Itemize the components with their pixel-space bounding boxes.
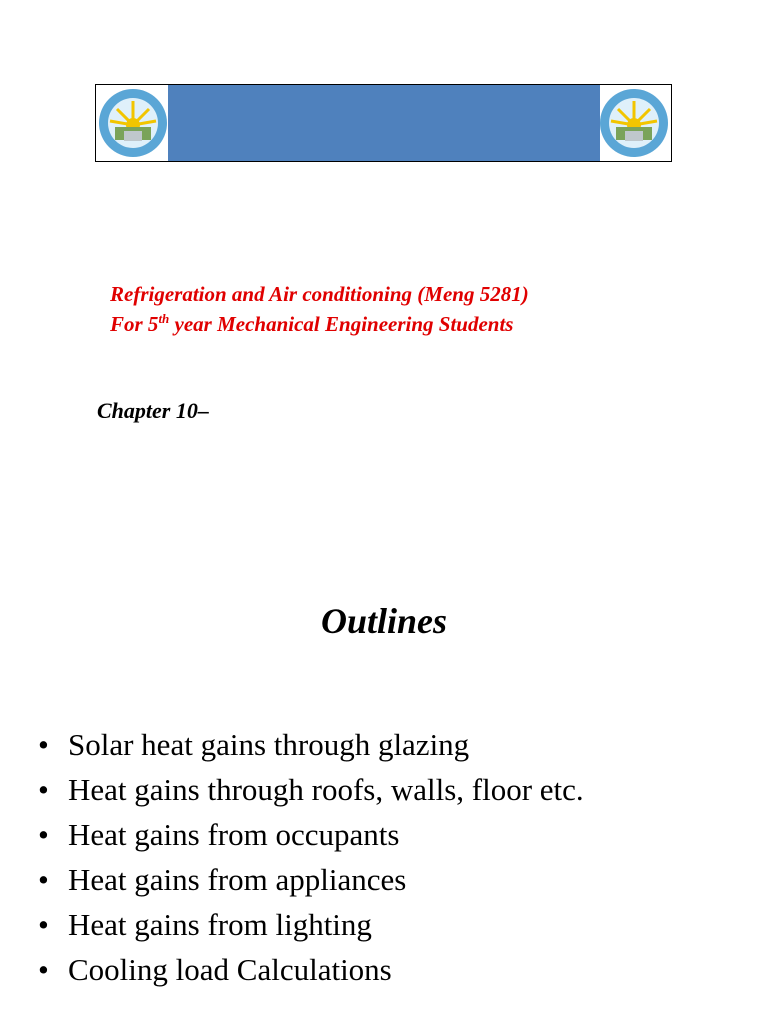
chapter-heading: Chapter 10–: [97, 398, 209, 423]
audience-prefix: For 5: [110, 312, 159, 336]
list-item-text: Heat gains from occupants: [68, 817, 400, 852]
bullet-icon: •: [38, 817, 49, 852]
outlines-title: Outlines: [320, 601, 448, 641]
banner-fill: [168, 85, 600, 161]
list-item-text: Heat gains from lighting: [68, 907, 372, 942]
list-item: [38, 951, 618, 988]
bullet-icon: •: [38, 862, 49, 897]
list-item-text: Solar heat gains through glazing: [68, 727, 470, 762]
list-item-text: Cooling load Calculations: [68, 952, 392, 987]
university-seal-icon: [598, 87, 670, 159]
list-item: [38, 906, 618, 943]
list-item-text: Heat gains through roofs, walls, floor etc.: [68, 772, 584, 807]
university-seal-icon: [97, 87, 169, 159]
course-audience: [110, 309, 730, 339]
bullet-icon: •: [38, 907, 49, 942]
header-banner: [95, 84, 672, 162]
outline-list: [38, 726, 618, 996]
list-item: [38, 726, 618, 763]
list-item-text: Heat gains from appliances: [68, 862, 407, 897]
bullet-icon: •: [38, 727, 49, 762]
list-item: [38, 861, 618, 898]
list-item: [38, 816, 618, 853]
course-info: [110, 279, 730, 339]
audience-suffix: year Mechanical Engineering Students: [169, 312, 514, 336]
bullet-icon: •: [38, 772, 49, 807]
ordinal-suffix: th: [158, 311, 170, 326]
list-item: [38, 771, 618, 808]
course-title: Refrigeration and Air conditioning (Meng 5281): [110, 282, 529, 306]
bullet-icon: •: [38, 952, 49, 987]
